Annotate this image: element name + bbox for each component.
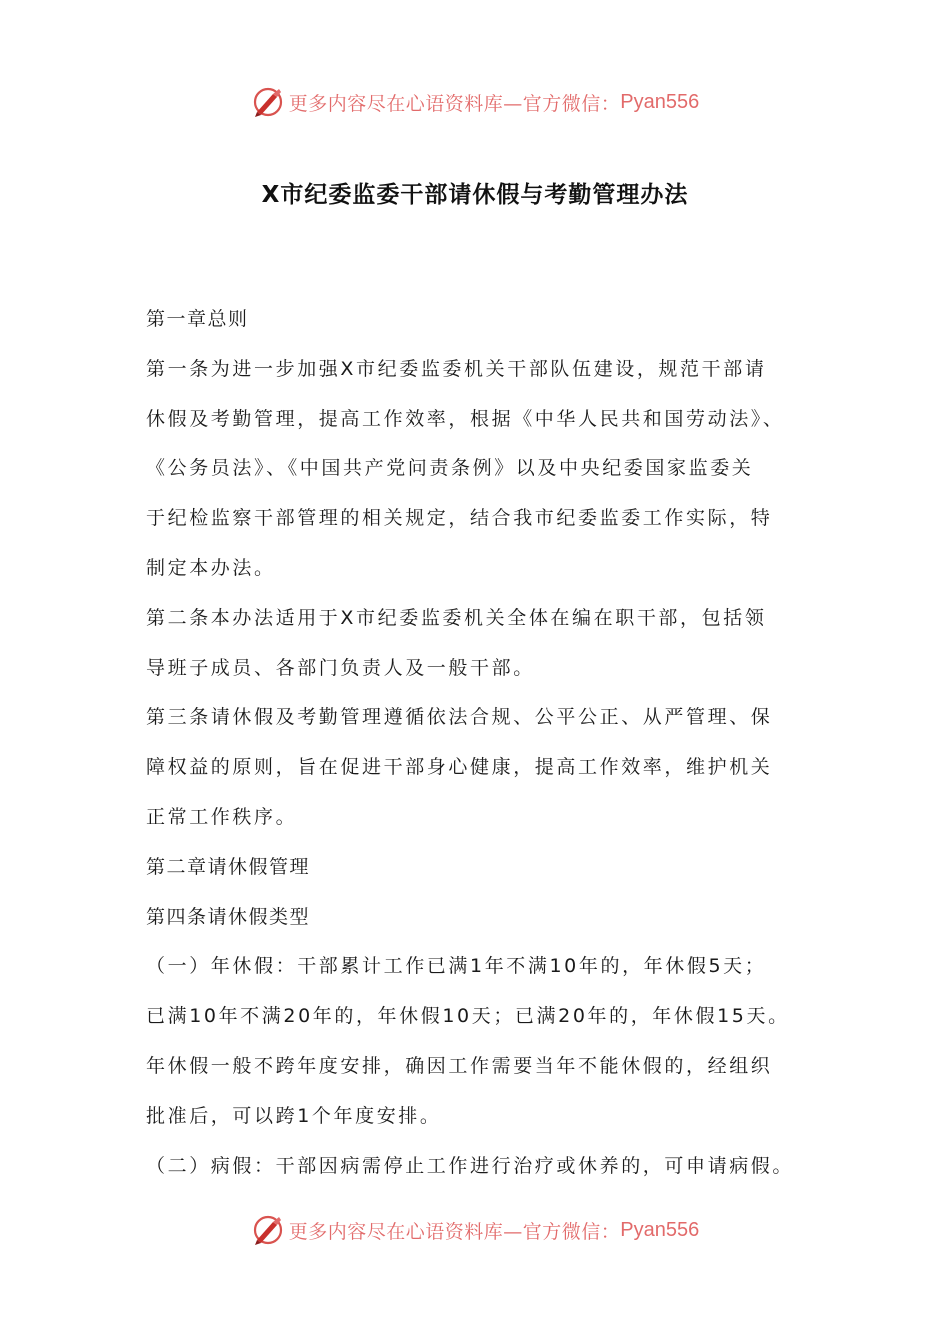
article-heading: 第四条请休假类型 [146, 905, 311, 928]
pen-logo-icon [251, 85, 285, 119]
text-line: 已满10年不满20年的，年休假10天；已满20年的，年休假15天。 [146, 1005, 790, 1028]
banner-text: 更多内容尽在心语资料库—官方微信： [288, 92, 621, 115]
text-line: 批准后，可以跨1个年度安排。 [146, 1104, 442, 1127]
text-line: 正常工作秩序。 [146, 805, 298, 828]
chapter-heading: 第一章总则 [146, 308, 249, 330]
text-line: （一）年休假：干部累计工作已满1年不满10年的，年休假5天； [146, 955, 767, 978]
text-line: （二）病假：干部因病需停止工作进行治疗或休养的，可申请病假。 [146, 1154, 795, 1177]
text-line: 导班子成员、各部门负责人及一般干部。 [146, 656, 535, 679]
text-line: 障权益的原则，旨在促进干部身心健康，提高工作效率，维护机关 [146, 756, 773, 779]
chapter-heading: 第二章请休假管理 [146, 855, 311, 878]
document-title: X市纪委监委干部请休假与考勤管理办法 [261, 182, 689, 208]
banner-text: 更多内容尽在心语资料库—官方微信： [288, 1220, 621, 1243]
text-line: 制定本办法。 [146, 556, 276, 579]
text-line: 休假及考勤管理，提高工作效率，根据《中华人民共和国劳动法》、 [146, 407, 785, 430]
banner-wechat-id: Pyan556 [620, 90, 700, 113]
text-line: 于纪检监察干部管理的相关规定，结合我市纪委监委工作实际，特 [146, 507, 773, 530]
text-line: 第三条请休假及考勤管理遵循依法合规、公平公正、从严管理、保 [146, 706, 773, 729]
text-line: 第一条为进一步加强X市纪委监委机关干部队伍建设，规范干部请 [146, 357, 767, 380]
footer-banner [0, 1210, 950, 1250]
text-line: 《公务员法》、《中国共产党问责条例》以及中央纪委国家监委关 [146, 457, 754, 480]
text-line: 年休假一般不跨年度安排，确因工作需要当年不能休假的，经组织 [146, 1054, 773, 1077]
document-body [146, 295, 826, 1191]
text-line: 第二条本办法适用于X市纪委监委机关全体在编在职干部，包括领 [146, 606, 767, 629]
header-banner [0, 82, 950, 122]
pen-logo-icon [251, 1213, 285, 1247]
banner-wechat-id: Pyan556 [620, 1218, 700, 1241]
